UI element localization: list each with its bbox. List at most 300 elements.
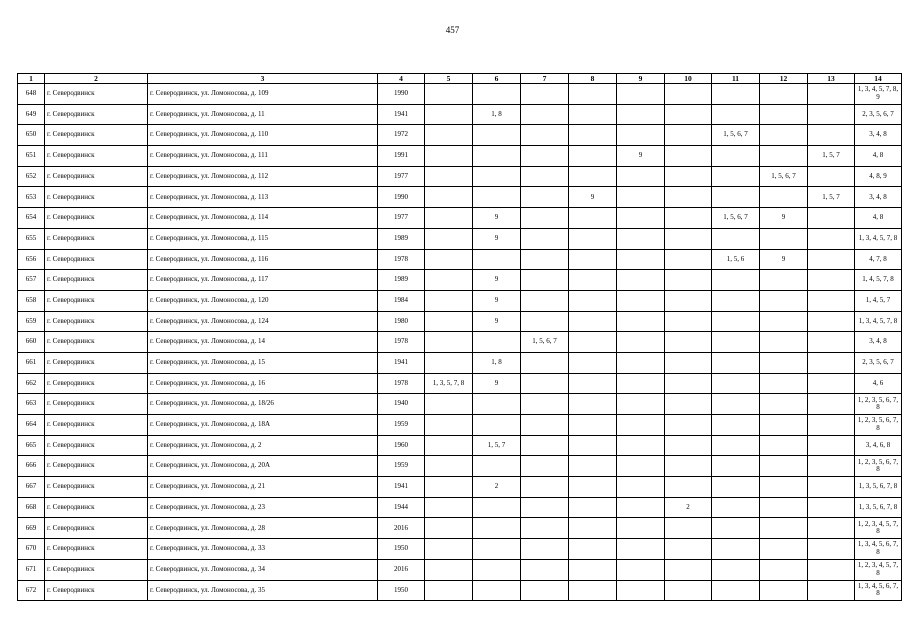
table-cell-col-11 [712,435,760,456]
table-cell-col-13 [808,270,855,291]
table-cell-col-12 [760,518,808,539]
table-cell-col-3: г. Северодвинск, ул. Ломоносова, д. 110 [148,125,378,146]
column-header-12: 12 [760,74,808,84]
table-cell-col-14: 3, 4, 6, 8 [855,435,902,456]
table-row [18,228,902,249]
table-row [18,580,902,601]
table-cell-col-6 [473,332,521,353]
table-cell-col-11 [712,166,760,187]
building-registry-table [17,73,902,601]
table-cell-col-11 [712,456,760,477]
table-cell-col-1: 656 [18,249,45,270]
table-cell-col-10 [665,166,712,187]
table-cell-col-12 [760,497,808,518]
table-cell-col-14: 1, 4, 5, 7 [855,290,902,311]
table-cell-col-2: г. Северодвинск [45,539,148,560]
table-cell-col-4: 1984 [378,290,425,311]
table-cell-col-5 [425,415,473,436]
table-row [18,497,902,518]
table-cell-col-5 [425,125,473,146]
table-cell-col-2: г. Северодвинск [45,84,148,105]
table-cell-col-3: г. Северодвинск, ул. Ломоносова, д. 20А [148,456,378,477]
table-cell-col-12 [760,415,808,436]
table-cell-col-11 [712,580,760,601]
table-cell-col-5 [425,187,473,208]
column-header-9: 9 [617,74,665,84]
table-cell-col-6: 9 [473,373,521,394]
table-cell-col-11 [712,104,760,125]
table-cell-col-4: 1978 [378,249,425,270]
table-cell-col-2: г. Северодвинск [45,270,148,291]
table-cell-col-7 [521,373,569,394]
table-cell-col-2: г. Северодвинск [45,435,148,456]
table-cell-col-9 [617,497,665,518]
table-cell-col-11 [712,559,760,580]
table-cell-col-3: г. Северодвинск, ул. Ломоносова, д. 111 [148,146,378,167]
table-cell-col-10 [665,559,712,580]
table-cell-col-14: 4, 8 [855,208,902,229]
table-cell-col-14: 1, 3, 4, 5, 6, 7, 8 [855,539,902,560]
table-cell-col-9 [617,477,665,498]
table-cell-col-9 [617,373,665,394]
table-cell-col-12 [760,352,808,373]
table-cell-col-2: г. Северодвинск [45,104,148,125]
table-cell-col-14: 1, 2, 3, 5, 6, 7, 8 [855,415,902,436]
table-cell-col-6 [473,580,521,601]
column-header-11: 11 [712,74,760,84]
table-cell-col-12 [760,104,808,125]
table-cell-col-3: г. Северодвинск, ул. Ломоносова, д. 11 [148,104,378,125]
table-cell-col-14: 4, 7, 8 [855,249,902,270]
table-row [18,125,902,146]
table-cell-col-14: 1, 3, 5, 6, 7, 8 [855,477,902,498]
table-cell-col-6 [473,187,521,208]
table-cell-col-8 [569,518,617,539]
table-cell-col-11 [712,518,760,539]
table-cell-col-3: г. Северодвинск, ул. Ломоносова, д. 2 [148,435,378,456]
table-cell-col-1: 665 [18,435,45,456]
table-row [18,559,902,580]
column-header-1: 1 [18,74,45,84]
table-cell-col-10 [665,104,712,125]
table-cell-col-11 [712,373,760,394]
table-cell-col-6 [473,456,521,477]
table-cell-col-6: 1, 8 [473,352,521,373]
table-cell-col-3: г. Северодвинск, ул. Ломоносова, д. 124 [148,311,378,332]
table-cell-col-8 [569,208,617,229]
table-cell-col-8 [569,104,617,125]
table-cell-col-8 [569,435,617,456]
table-cell-col-12 [760,394,808,415]
table-cell-col-8 [569,497,617,518]
table-cell-col-13 [808,104,855,125]
table-cell-col-1: 664 [18,415,45,436]
table-cell-col-7 [521,456,569,477]
table-cell-col-12: 1, 5, 6, 7 [760,166,808,187]
table-cell-col-13 [808,290,855,311]
table-cell-col-2: г. Северодвинск [45,125,148,146]
table-cell-col-5 [425,580,473,601]
table-cell-col-7 [521,311,569,332]
table-cell-col-7 [521,435,569,456]
table-cell-col-5: 1, 3, 5, 7, 8 [425,373,473,394]
table-cell-col-5 [425,352,473,373]
table-cell-col-12 [760,228,808,249]
table-cell-col-13 [808,518,855,539]
table-cell-col-10 [665,249,712,270]
table-cell-col-8 [569,125,617,146]
table-cell-col-2: г. Северодвинск [45,518,148,539]
table-cell-col-3: г. Северодвинск, ул. Ломоносова, д. 14 [148,332,378,353]
table-cell-col-13 [808,497,855,518]
table-cell-col-11 [712,311,760,332]
table-cell-col-6: 9 [473,290,521,311]
table-cell-col-3: г. Северодвинск, ул. Ломоносова, д. 18А [148,415,378,436]
table-cell-col-5 [425,518,473,539]
table-cell-col-10 [665,146,712,167]
column-header-13: 13 [808,74,855,84]
table-cell-col-4: 1989 [378,270,425,291]
table-cell-col-6 [473,415,521,436]
column-header-2: 2 [45,74,148,84]
table-cell-col-7 [521,477,569,498]
table-cell-col-4: 1944 [378,497,425,518]
table-cell-col-7 [521,270,569,291]
table-cell-col-10 [665,518,712,539]
table-cell-col-9 [617,125,665,146]
table-cell-col-1: 662 [18,373,45,394]
table-cell-col-4: 1972 [378,125,425,146]
table-row [18,270,902,291]
table-cell-col-13 [808,311,855,332]
table-cell-col-11 [712,497,760,518]
column-header-10: 10 [665,74,712,84]
table-cell-col-7 [521,497,569,518]
table-cell-col-11: 1, 5, 6, 7 [712,125,760,146]
table-cell-col-14: 4, 8 [855,146,902,167]
table-cell-col-13 [808,477,855,498]
table-cell-col-11 [712,394,760,415]
page-number: 457 [445,25,460,35]
table-cell-col-13 [808,166,855,187]
table-cell-col-5 [425,228,473,249]
table-cell-col-2: г. Северодвинск [45,146,148,167]
table-cell-col-13: 1, 5, 7 [808,146,855,167]
table-cell-col-11 [712,477,760,498]
table-row [18,187,902,208]
table-cell-col-2: г. Северодвинск [45,559,148,580]
table-cell-col-9 [617,270,665,291]
table-cell-col-10: 2 [665,497,712,518]
table-cell-col-5 [425,146,473,167]
table-cell-col-9 [617,311,665,332]
table-cell-col-1: 657 [18,270,45,291]
table-cell-col-12 [760,435,808,456]
table-row [18,477,902,498]
table-cell-col-6 [473,84,521,105]
table-cell-col-3: г. Северодвинск, ул. Ломоносова, д. 116 [148,249,378,270]
table-cell-col-10 [665,228,712,249]
table-cell-col-9 [617,166,665,187]
table-cell-col-5 [425,104,473,125]
table-cell-col-8 [569,311,617,332]
table-cell-col-4: 1989 [378,228,425,249]
table-cell-col-6: 9 [473,270,521,291]
table-cell-col-10 [665,84,712,105]
table-cell-col-4: 1978 [378,373,425,394]
table-cell-col-14: 2, 3, 5, 6, 7 [855,104,902,125]
table-cell-col-10 [665,580,712,601]
table-cell-col-8 [569,352,617,373]
table-cell-col-9 [617,208,665,229]
table-cell-col-5 [425,559,473,580]
table-cell-col-9 [617,580,665,601]
table-cell-col-6: 1, 5, 7 [473,435,521,456]
table-cell-col-6 [473,497,521,518]
table-cell-col-1: 648 [18,84,45,105]
table-cell-col-1: 667 [18,477,45,498]
table-cell-col-11 [712,270,760,291]
table-cell-col-3: г. Северодвинск, ул. Ломоносова, д. 114 [148,208,378,229]
table-cell-col-10 [665,539,712,560]
table-cell-col-12 [760,559,808,580]
table-row [18,208,902,229]
table-cell-col-6: 9 [473,311,521,332]
table-cell-col-7 [521,352,569,373]
table-cell-col-14: 1, 3, 4, 5, 7, 8, 9 [855,84,902,105]
column-header-5: 5 [425,74,473,84]
table-cell-col-10 [665,332,712,353]
table-cell-col-10 [665,208,712,229]
table-cell-col-4: 1959 [378,415,425,436]
table-cell-col-1: 650 [18,125,45,146]
table-cell-col-4: 1980 [378,311,425,332]
table-cell-col-11 [712,415,760,436]
table-cell-col-13 [808,394,855,415]
table-cell-col-4: 1950 [378,539,425,560]
table-cell-col-8 [569,580,617,601]
table-cell-col-1: 660 [18,332,45,353]
table-cell-col-1: 670 [18,539,45,560]
table-cell-col-10 [665,435,712,456]
table-cell-col-14: 1, 3, 4, 5, 6, 7, 8 [855,580,902,601]
table-cell-col-10 [665,125,712,146]
table-cell-col-9 [617,104,665,125]
table-cell-col-11 [712,187,760,208]
table-cell-col-6 [473,249,521,270]
table-cell-col-3: г. Северодвинск, ул. Ломоносова, д. 115 [148,228,378,249]
table-row [18,311,902,332]
table-cell-col-9 [617,518,665,539]
table-cell-col-7 [521,228,569,249]
table-cell-col-8: 9 [569,187,617,208]
column-header-14: 14 [855,74,902,84]
table-cell-col-5 [425,435,473,456]
table-cell-col-13 [808,559,855,580]
table-cell-col-14: 4, 8, 9 [855,166,902,187]
table-cell-col-9 [617,415,665,436]
table-cell-col-13 [808,125,855,146]
table-cell-col-4: 1991 [378,146,425,167]
table-cell-col-5 [425,456,473,477]
table-cell-col-2: г. Северодвинск [45,497,148,518]
table-cell-col-8 [569,373,617,394]
table-cell-col-1: 669 [18,518,45,539]
table-row [18,456,902,477]
table-cell-col-1: 653 [18,187,45,208]
table-cell-col-8 [569,394,617,415]
table-cell-col-9 [617,84,665,105]
table-body [18,84,902,601]
table-cell-col-7 [521,539,569,560]
table-cell-col-12 [760,539,808,560]
table-row [18,415,902,436]
table-cell-col-1: 651 [18,146,45,167]
table-cell-col-3: г. Северодвинск, ул. Ломоносова, д. 113 [148,187,378,208]
table-cell-col-14: 1, 2, 3, 4, 5, 7, 8 [855,518,902,539]
table-cell-col-2: г. Северодвинск [45,394,148,415]
table-cell-col-11 [712,539,760,560]
table-cell-col-4: 1960 [378,435,425,456]
table-cell-col-9 [617,394,665,415]
table-row [18,332,902,353]
table-row [18,104,902,125]
table-cell-col-5 [425,166,473,187]
table-cell-col-7 [521,415,569,436]
table-cell-col-10 [665,311,712,332]
table-cell-col-3: г. Северодвинск, ул. Ломоносова, д. 35 [148,580,378,601]
table-cell-col-6 [473,539,521,560]
table-cell-col-9 [617,352,665,373]
table-cell-col-2: г. Северодвинск [45,311,148,332]
table-cell-col-13 [808,580,855,601]
table-cell-col-10 [665,187,712,208]
table-cell-col-10 [665,394,712,415]
table-cell-col-5 [425,208,473,229]
table-cell-col-12: 9 [760,249,808,270]
table-row [18,249,902,270]
table-cell-col-2: г. Северодвинск [45,208,148,229]
table-cell-col-11: 1, 5, 6, 7 [712,208,760,229]
table-cell-col-9 [617,187,665,208]
table-row [18,539,902,560]
table-cell-col-3: г. Северодвинск, ул. Ломоносова, д. 109 [148,84,378,105]
table-cell-col-11 [712,84,760,105]
table-cell-col-11 [712,332,760,353]
table-cell-col-12 [760,290,808,311]
table-cell-col-11 [712,228,760,249]
table-cell-col-5 [425,270,473,291]
table-cell-col-14: 3, 4, 8 [855,125,902,146]
table-cell-col-13 [808,539,855,560]
table-cell-col-14: 1, 3, 4, 5, 7, 8 [855,311,902,332]
table-cell-col-12 [760,311,808,332]
table-cell-col-14: 1, 2, 3, 5, 6, 7, 8 [855,394,902,415]
table-cell-col-2: г. Северодвинск [45,166,148,187]
table-cell-col-12 [760,84,808,105]
table-cell-col-10 [665,415,712,436]
table-cell-col-8 [569,477,617,498]
table-cell-col-11 [712,290,760,311]
table-cell-col-4: 1977 [378,208,425,229]
table-cell-col-1: 659 [18,311,45,332]
table-cell-col-7 [521,249,569,270]
table-cell-col-6 [473,125,521,146]
table-cell-col-1: 649 [18,104,45,125]
table-cell-col-6 [473,559,521,580]
table-cell-col-8 [569,539,617,560]
table-cell-col-4: 1990 [378,187,425,208]
table-cell-col-9 [617,559,665,580]
table-cell-col-1: 671 [18,559,45,580]
table-cell-col-9 [617,249,665,270]
table-cell-col-7 [521,290,569,311]
table-cell-col-3: г. Северодвинск, ул. Ломоносова, д. 28 [148,518,378,539]
table-cell-col-5 [425,394,473,415]
table-cell-col-3: г. Северодвинск, ул. Ломоносова, д. 21 [148,477,378,498]
table-cell-col-4: 1959 [378,456,425,477]
column-header-4: 4 [378,74,425,84]
table-cell-col-6: 9 [473,228,521,249]
table-cell-col-5 [425,84,473,105]
table-cell-col-5 [425,290,473,311]
table-cell-col-2: г. Северодвинск [45,187,148,208]
table-cell-col-1: 652 [18,166,45,187]
table-cell-col-8 [569,146,617,167]
table-row [18,435,902,456]
table-cell-col-7 [521,166,569,187]
table-cell-col-14: 4, 6 [855,373,902,394]
table-cell-col-10 [665,477,712,498]
table-cell-col-14: 1, 3, 5, 6, 7, 8 [855,497,902,518]
table-cell-col-4: 1941 [378,104,425,125]
table-cell-col-5 [425,539,473,560]
table-cell-col-8 [569,332,617,353]
table-cell-col-9 [617,539,665,560]
table-cell-col-11: 1, 5, 6 [712,249,760,270]
table-row [18,352,902,373]
table-cell-col-1: 655 [18,228,45,249]
table-cell-col-6: 2 [473,477,521,498]
table-cell-col-6 [473,166,521,187]
table-cell-col-14: 1, 2, 3, 4, 5, 7, 8 [855,559,902,580]
table-cell-col-7 [521,518,569,539]
table-cell-col-2: г. Северодвинск [45,228,148,249]
table-cell-col-13 [808,456,855,477]
table-cell-col-7 [521,580,569,601]
table-cell-col-9 [617,435,665,456]
table-cell-col-4: 2016 [378,518,425,539]
table-cell-col-9: 9 [617,146,665,167]
table-cell-col-3: г. Северодвинск, ул. Ломоносова, д. 117 [148,270,378,291]
column-header-6: 6 [473,74,521,84]
table-cell-col-1: 658 [18,290,45,311]
table-cell-col-8 [569,228,617,249]
table-cell-col-7 [521,208,569,229]
table-cell-col-2: г. Северодвинск [45,290,148,311]
table-cell-col-6 [473,146,521,167]
table-cell-col-2: г. Северодвинск [45,477,148,498]
table-cell-col-3: г. Северодвинск, ул. Ломоносова, д. 18/26 [148,394,378,415]
table-cell-col-3: г. Северодвинск, ул. Ломоносова, д. 112 [148,166,378,187]
table-cell-col-12 [760,125,808,146]
table-cell-col-4: 1977 [378,166,425,187]
table-cell-col-1: 661 [18,352,45,373]
table-row [18,394,902,415]
table-cell-col-10 [665,270,712,291]
table-cell-col-8 [569,249,617,270]
table-cell-col-14: 1, 2, 3, 5, 6, 7, 8 [855,456,902,477]
